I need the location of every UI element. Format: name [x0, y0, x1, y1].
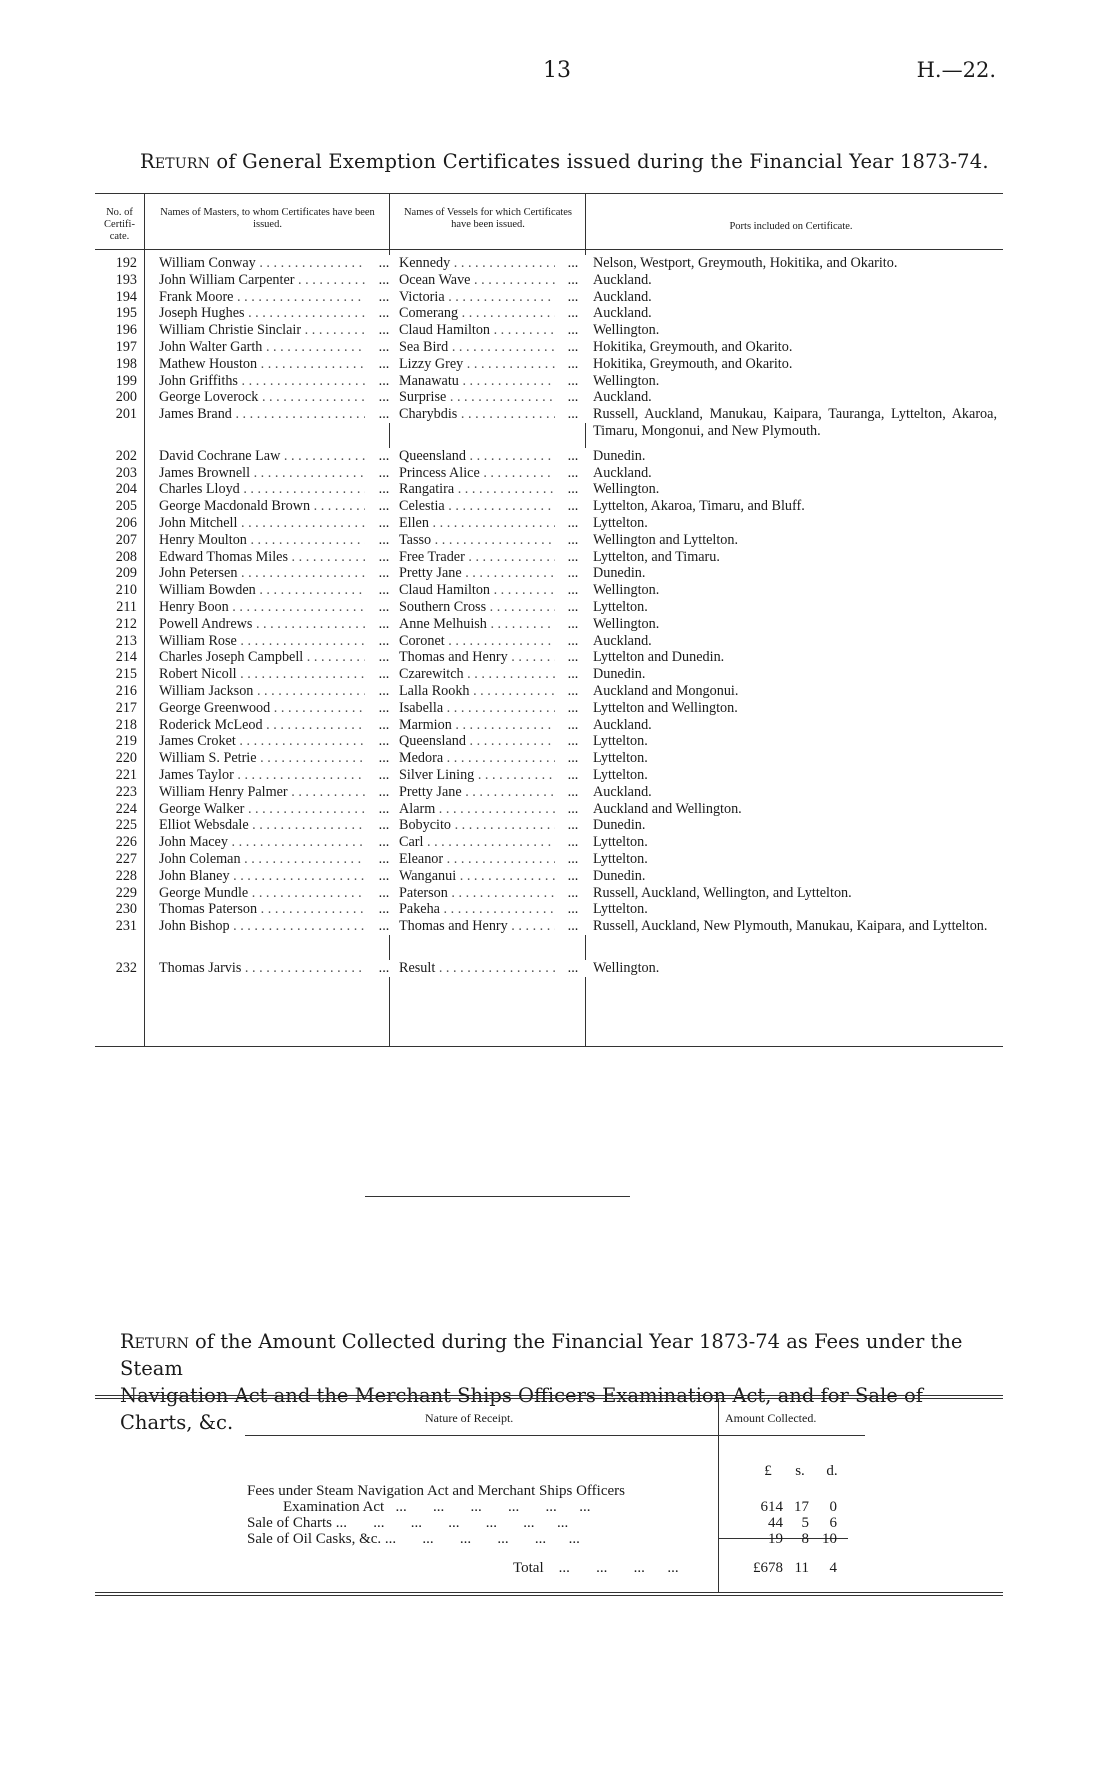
total-label: Total: [513, 1560, 544, 1576]
dot-leader: ...: [555, 373, 591, 390]
dot-leader: ...: [365, 272, 403, 289]
dot-leader: ...: [555, 272, 591, 289]
master-name: John William Carpenter . . .: [159, 272, 409, 289]
shillings-head: s.: [795, 1463, 805, 1479]
dot-leader: ...: [365, 901, 403, 918]
master-name: John Coleman . . .: [159, 851, 409, 868]
dot-leader: ...: [365, 784, 403, 801]
certificate-number: 227: [115, 851, 137, 867]
vessel-name: Medora . . .: [399, 750, 585, 767]
dot-leader: ...: [555, 322, 591, 339]
table2-col-divider: [718, 1399, 719, 1592]
dot-leader: ...: [365, 616, 403, 633]
certificate-number: 231: [115, 918, 137, 935]
master-name: Elliot Websdale . . .: [159, 817, 409, 834]
vessel-name: Surprise . . .: [399, 389, 585, 406]
dot-leader: ...: [365, 532, 403, 549]
dot-leader: ...: [365, 255, 403, 272]
certificate-number: 202: [115, 447, 137, 464]
section-divider: [365, 1196, 630, 1197]
dot-leader: ...: [555, 255, 591, 272]
certificate-number: 208: [115, 548, 137, 565]
dot-leader: ...: [555, 448, 591, 465]
dot-leader: ...: [365, 960, 403, 977]
dot-leader: ...: [365, 406, 403, 423]
dot-leader: ...: [555, 918, 591, 935]
dot-leader: ...: [555, 649, 591, 666]
master-name: John Griffiths . . .: [159, 373, 409, 390]
dot-leader: ...: [555, 565, 591, 582]
dot-leader: ...: [555, 582, 591, 599]
charts-pounds: 44: [768, 1515, 783, 1531]
certificate-number: 212: [115, 615, 137, 632]
ports-included: Auckland.: [593, 272, 997, 289]
pounds-head: £: [764, 1463, 772, 1479]
certificate-number: 214: [115, 649, 137, 666]
dot-leader: ...: [555, 289, 591, 306]
dot-leader: ...: [365, 733, 403, 750]
item-oil-casks: Sale of Oil Casks, &c. ... ... ... ... ... ...: [247, 1531, 580, 1547]
charts-shillings: 5: [801, 1515, 809, 1531]
vessel-name: Claud Hamilton . . .: [399, 582, 585, 599]
table2-header-rule: [245, 1435, 865, 1436]
dot-leader: ...: [365, 498, 403, 515]
dot-leader: ...: [365, 322, 403, 339]
master-name: Edward Thomas Miles . . .: [159, 549, 409, 566]
dot-leader: ...: [555, 717, 591, 734]
ports-included: Lyttelton.: [593, 834, 997, 851]
dot-leader: ...: [555, 633, 591, 650]
dot-leader: ...: [365, 515, 403, 532]
dot-leader: ...: [555, 549, 591, 566]
fees-pounds: 614: [760, 1499, 783, 1515]
certificate-number: 217: [115, 699, 137, 716]
vessel-name: Ellen . . .: [399, 515, 585, 532]
ports-included: Dunedin.: [593, 448, 997, 465]
master-name: Thomas Jarvis . . .: [159, 960, 409, 977]
certificate-number: 198: [115, 355, 137, 372]
table1-title-rest: of General Exemption Certificates issued during the Financial Year 1873-74.: [210, 150, 989, 173]
dot-leader: ...: [555, 750, 591, 767]
header-vessels: Names of Vessels for which Certificates have been issued.: [403, 207, 573, 230]
dot-leader: ...: [365, 389, 403, 406]
dot-leader: ...: [365, 289, 403, 306]
header-nature-of-receipt: Nature of Receipt.: [425, 1411, 514, 1425]
dot-leader: ...: [555, 666, 591, 683]
dot-leader: ...: [555, 305, 591, 322]
dot-leader: ...: [365, 834, 403, 851]
item-fees-line1: Fees under Steam Navigation Act and Merchant Ships Officers: [247, 1483, 625, 1499]
certificate-number: 200: [115, 389, 137, 406]
charts-pence: 6: [829, 1515, 837, 1531]
ports-included: Nelson, Westport, Greymouth, Hokitika, and Okarito.: [593, 255, 997, 272]
ports-included: Russell, Auckland, Wellington, and Lyttelton.: [593, 885, 997, 902]
certificate-number: 192: [115, 255, 137, 271]
dot-leader: ...: [365, 700, 403, 717]
dot-leader: ...: [555, 700, 591, 717]
dot-leader: ...: [555, 960, 591, 977]
total-row-label: Total ... ... ... ...: [513, 1560, 679, 1576]
header-no: No. of Certifi- cate.: [104, 207, 135, 242]
item-fees-line2-text: Examination Act: [283, 1499, 385, 1515]
fees-shillings: 17: [794, 1499, 809, 1515]
master-name: John Macey . . .: [159, 834, 409, 851]
ports-included: Wellington and Lyttelton.: [593, 532, 997, 549]
dot-leader: ...: [555, 683, 591, 700]
vessel-name: Comerang . . .: [399, 305, 585, 322]
vessel-name: Wanganui . . .: [399, 868, 585, 885]
vessel-name: Carl . . .: [399, 834, 585, 851]
dot-leader: ...: [555, 834, 591, 851]
ports-included: Wellington.: [593, 960, 997, 977]
master-name: Thomas Paterson . . .: [159, 901, 409, 918]
certificate-number: 224: [115, 800, 137, 817]
master-name: George Walker . . .: [159, 801, 409, 818]
page-number: 13: [543, 58, 571, 83]
certificate-number: 215: [115, 666, 137, 683]
item-charts-text: Sale of Charts: [247, 1515, 332, 1531]
ports-included: Russell, Auckland, New Plymouth, Manukau, Kaipara, and Lyttelton.: [593, 918, 997, 935]
ports-included: Lyttelton.: [593, 901, 997, 918]
dot-leader: ...: [555, 515, 591, 532]
dot-leader: ...: [555, 532, 591, 549]
vessel-name: Victoria . . .: [399, 289, 585, 306]
certificate-number: 213: [115, 632, 137, 649]
ports-included: Dunedin.: [593, 817, 997, 834]
dot-leader: ...: [555, 481, 591, 498]
master-name: James Taylor . . .: [159, 767, 409, 784]
vessel-name: Queensland . . .: [399, 448, 585, 465]
master-name: William Christie Sinclair . . .: [159, 322, 409, 339]
master-name: David Cochrane Law . . .: [159, 448, 409, 465]
dot-leader: ...: [365, 717, 403, 734]
ports-included: Lyttelton.: [593, 515, 997, 532]
dot-leader: ...: [365, 817, 403, 834]
table1-bottom-rule: [95, 1046, 1003, 1047]
dot-leader: ...: [555, 851, 591, 868]
item-oil-casks-text: Sale of Oil Casks, &c.: [247, 1531, 382, 1547]
dot-leader: ...: [365, 683, 403, 700]
vessel-name: Charybdis . . .: [399, 406, 585, 423]
table2-title-rest-1: of the Amount Collected during the Financial Year 1873-74 as Fees under the Steam: [120, 1330, 963, 1380]
vessel-name: Result . . .: [399, 960, 585, 977]
certificate-number: 225: [115, 817, 137, 834]
header-amount-collected: Amount Collected.: [725, 1411, 817, 1425]
dot-leader: ...: [555, 465, 591, 482]
table1-title-lead: Return: [140, 150, 211, 173]
table2-top-rule-double: [95, 1398, 1003, 1399]
dot-leader: ...: [555, 868, 591, 885]
ports-included: Auckland.: [593, 305, 997, 322]
master-name: John Bishop . . .: [159, 918, 409, 935]
vessel-name: Ocean Wave . . .: [399, 272, 585, 289]
vessel-name: Claud Hamilton . . .: [399, 322, 585, 339]
master-name: William Bowden . . .: [159, 582, 409, 599]
vessel-name: Free Trader . . .: [399, 549, 585, 566]
dot-leader: ...: [555, 498, 591, 515]
certificate-number: 196: [115, 322, 137, 339]
dot-leader: ...: [365, 767, 403, 784]
dot-leader: ...: [365, 851, 403, 868]
header-ports: Ports included on Certificate.: [729, 221, 853, 232]
certificate-number: 210: [115, 582, 137, 599]
certificate-number: 219: [115, 733, 137, 750]
dot-leader: ...: [365, 582, 403, 599]
master-name: Robert Nicoll . . .: [159, 666, 409, 683]
ports-included: Auckland.: [593, 717, 997, 734]
vessel-name: Princess Alice . . .: [399, 465, 585, 482]
certificate-number: 223: [115, 783, 137, 800]
certificate-number: 195: [115, 305, 137, 322]
master-name: George Loverock . . .: [159, 389, 409, 406]
master-name: Henry Boon . . .: [159, 599, 409, 616]
ports-included: Wellington.: [593, 322, 997, 339]
total-shillings: 11: [794, 1560, 809, 1576]
dot-leader: ...: [365, 868, 403, 885]
certificate-number: 209: [115, 565, 137, 582]
dot-leader: ...: [365, 885, 403, 902]
certificate-number: 221: [115, 767, 137, 783]
total-pounds: £678: [753, 1560, 783, 1576]
master-name: William Conway . . .: [159, 255, 409, 272]
ports-included: Dunedin.: [593, 565, 997, 582]
ports-included: Auckland.: [593, 784, 997, 801]
master-name: John Petersen . . .: [159, 565, 409, 582]
certificate-number: 216: [115, 683, 137, 699]
ports-included: Auckland and Mongonui.: [593, 683, 997, 700]
vessel-name: Pretty Jane . . .: [399, 784, 585, 801]
ports-included: Auckland and Wellington.: [593, 801, 997, 818]
vessel-name: Pakeha . . .: [399, 901, 585, 918]
certificate-number: 197: [115, 339, 137, 355]
certificate-number: 203: [115, 464, 137, 481]
ports-included: Hokitika, Greymouth, and Okarito.: [593, 339, 997, 356]
item-fees-line2: Examination Act ... ... ... ... ... ...: [283, 1499, 591, 1515]
master-name: William Jackson . . .: [159, 683, 409, 700]
ports-included: Auckland.: [593, 289, 997, 306]
master-name: James Brand . . .: [159, 406, 409, 423]
master-name: William S. Petrie . . .: [159, 750, 409, 767]
ports-included: Lyttelton, and Timaru.: [593, 549, 997, 566]
certificate-number: 229: [115, 884, 137, 901]
vessel-name: Paterson . . .: [399, 885, 585, 902]
master-name: William Henry Palmer . . .: [159, 784, 409, 801]
ports-included: Lyttelton.: [593, 767, 997, 784]
ports-included: Auckland.: [593, 465, 997, 482]
exemption-certificates-table: [95, 193, 1003, 1047]
dot-leader: ...: [555, 885, 591, 902]
dot-leader: ...: [555, 356, 591, 373]
table2-bottom-rule-double: [95, 1595, 1003, 1596]
certificate-number: 228: [115, 867, 137, 884]
vessel-name: Anne Melhuish . . .: [399, 616, 585, 633]
ports-included: Lyttelton and Wellington.: [593, 700, 997, 717]
ports-included: Dunedin.: [593, 666, 997, 683]
dot-leader: ...: [365, 599, 403, 616]
certificate-number: 230: [115, 901, 137, 918]
ports-included: Auckland.: [593, 389, 997, 406]
ports-included: Lyttelton.: [593, 599, 997, 616]
dot-leader: ...: [365, 373, 403, 390]
vessel-name: Lalla Rookh . . .: [399, 683, 585, 700]
master-name: George Mundle . . .: [159, 885, 409, 902]
header-masters: Names of Masters, to whom Certificates have been issued.: [160, 207, 375, 230]
vessel-name: Queensland . . .: [399, 733, 585, 750]
dot-leader: ...: [555, 616, 591, 633]
dot-leader: ...: [555, 389, 591, 406]
ports-included: Lyttelton.: [593, 851, 997, 868]
dot-leader: ...: [365, 633, 403, 650]
ports-included: Russell, Auckland, Manukau, Kaipara, Tauranga, Lyttelton, Akaroa, Timaru, Mongonui, and New Plymouth.: [593, 406, 997, 439]
master-name: William Rose . . .: [159, 633, 409, 650]
fees-pence: 0: [829, 1499, 837, 1515]
col-divider-1: [144, 193, 145, 1046]
dot-leader: ...: [555, 767, 591, 784]
dot-leader: ...: [365, 565, 403, 582]
dot-leader: ...: [365, 801, 403, 818]
certificate-number: 194: [115, 288, 137, 305]
dot-leader: ...: [555, 901, 591, 918]
master-name: Charles Joseph Campbell . . .: [159, 649, 409, 666]
dot-leader: ...: [365, 448, 403, 465]
dot-leader: ...: [555, 406, 591, 423]
certificate-number: 218: [115, 716, 137, 733]
ports-included: Wellington.: [593, 481, 997, 498]
vessel-name: Czarewitch . . .: [399, 666, 585, 683]
certificate-number: 204: [115, 481, 137, 498]
certificate-number: 201: [115, 406, 137, 423]
master-name: George Greenwood . . .: [159, 700, 409, 717]
vessel-name: Thomas and Henry . . .: [399, 649, 585, 666]
dot-leader: ...: [365, 750, 403, 767]
dot-leader: ...: [365, 465, 403, 482]
dot-leader: ...: [365, 918, 403, 935]
certificate-number: 226: [115, 834, 137, 851]
vessel-name: Thomas and Henry . . .: [399, 918, 585, 935]
master-name: George Macdonald Brown . . .: [159, 498, 409, 515]
dot-leader: ...: [365, 549, 403, 566]
certificate-number: 211: [116, 599, 137, 615]
total-pence: 4: [829, 1560, 837, 1576]
dot-leader: ...: [555, 817, 591, 834]
master-name: Joseph Hughes . . .: [159, 305, 409, 322]
master-name: James Croket . . .: [159, 733, 409, 750]
dot-leader: ...: [365, 481, 403, 498]
vessel-name: Alarm . . .: [399, 801, 585, 818]
master-name: Frank Moore . . .: [159, 289, 409, 306]
ports-included: Hokitika, Greymouth, and Okarito.: [593, 356, 997, 373]
ports-included: Lyttelton and Dunedin.: [593, 649, 997, 666]
ports-included: Wellington.: [593, 616, 997, 633]
certificate-number: 232: [115, 959, 137, 976]
dot-leader: ...: [555, 599, 591, 616]
certificate-number: 207: [115, 531, 137, 548]
certificate-number: 193: [115, 271, 137, 288]
table2-top-rule: [95, 1395, 1003, 1396]
ports-included: Dunedin.: [593, 868, 997, 885]
dot-leader: ...: [365, 339, 403, 356]
master-name: John Blaney . . .: [159, 868, 409, 885]
dot-leader: ...: [555, 801, 591, 818]
vessel-name: Eleanor . . .: [399, 851, 585, 868]
dot-leader: ...: [365, 666, 403, 683]
certificate-number: 199: [115, 372, 137, 389]
vessel-name: Isabella . . .: [399, 700, 585, 717]
ports-included: Lyttelton, Akaroa, Timaru, and Bluff.: [593, 498, 997, 515]
oil-pounds: 19: [768, 1531, 783, 1547]
master-name: Roderick McLeod . . .: [159, 717, 409, 734]
vessel-name: Manawatu . . .: [399, 373, 585, 390]
vessel-name: Celestia . . .: [399, 498, 585, 515]
dot-leader: ...: [365, 649, 403, 666]
master-name: Charles Lloyd . . .: [159, 481, 409, 498]
table1-header-rule: [95, 249, 1003, 250]
certificate-number: 206: [115, 515, 137, 531]
ports-included: Lyttelton.: [593, 733, 997, 750]
table1-title: [140, 150, 989, 173]
table1-top-rule: [95, 193, 1003, 194]
vessel-name: Kennedy . . .: [399, 255, 585, 272]
amount-collected-table: [95, 1395, 1003, 1595]
vessel-name: Rangatira . . .: [399, 481, 585, 498]
vessel-name: Coronet . . .: [399, 633, 585, 650]
master-name: James Brownell . . .: [159, 465, 409, 482]
master-name: Mathew Houston . . .: [159, 356, 409, 373]
ports-included: Wellington.: [593, 373, 997, 390]
vessel-name: Southern Cross . . .: [399, 599, 585, 616]
certificate-number: 220: [115, 750, 137, 767]
vessel-name: Marmion . . .: [399, 717, 585, 734]
dot-leader: ...: [365, 356, 403, 373]
ports-included: Auckland.: [593, 633, 997, 650]
oil-pence: 10: [822, 1531, 837, 1547]
dot-leader: ...: [365, 305, 403, 322]
table2-title-lead: Return: [120, 1330, 189, 1353]
item-charts: Sale of Charts ... ... ... ... ... ... ...: [247, 1515, 569, 1531]
dot-leader: ...: [555, 339, 591, 356]
certificate-number: 205: [115, 498, 137, 515]
vessel-name: Sea Bird . . .: [399, 339, 585, 356]
vessel-name: Bobycito . . .: [399, 817, 585, 834]
oil-shillings: 8: [801, 1531, 809, 1547]
table2-bottom-rule: [95, 1592, 1003, 1593]
ports-included: Lyttelton.: [593, 750, 997, 767]
vessel-name: Silver Lining . . .: [399, 767, 585, 784]
ports-included: Wellington.: [593, 582, 997, 599]
master-name: Henry Moulton . . .: [159, 532, 409, 549]
master-name: John Walter Garth . . .: [159, 339, 409, 356]
dot-leader: ...: [555, 784, 591, 801]
vessel-name: Pretty Jane . . .: [399, 565, 585, 582]
section-code: H.—22.: [916, 58, 996, 82]
master-name: Powell Andrews . . .: [159, 616, 409, 633]
dot-leader: ...: [555, 733, 591, 750]
master-name: John Mitchell . . .: [159, 515, 409, 532]
pence-head: d.: [826, 1463, 838, 1479]
vessel-name: Tasso . . .: [399, 532, 585, 549]
table2-title-rest-2: Navigation Act and the Merchant Ships Officers Examination Act, and for Sale of Charts, &c.: [120, 1384, 923, 1434]
vessel-name: Lizzy Grey . . .: [399, 356, 585, 373]
